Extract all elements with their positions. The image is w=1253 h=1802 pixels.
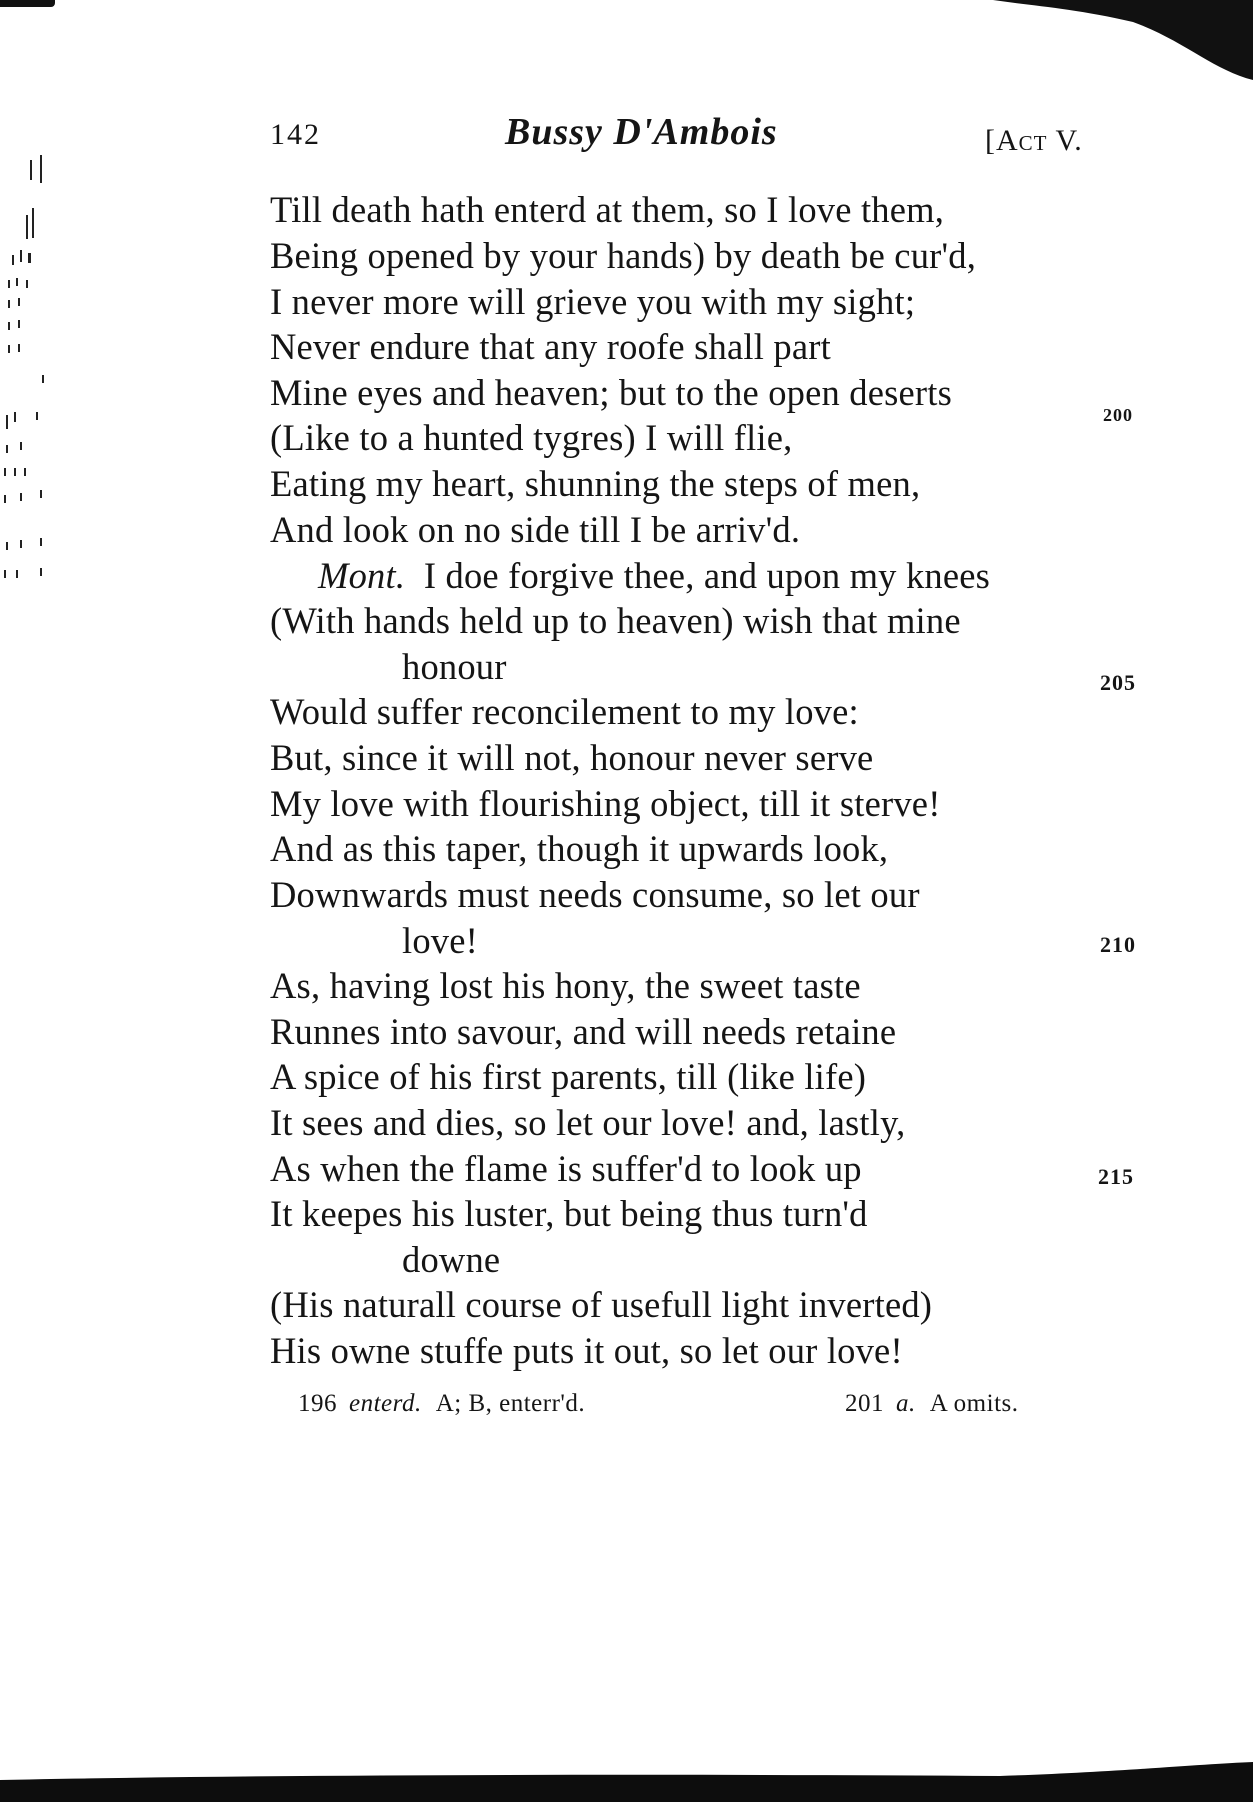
margin-bleed-marks [0, 150, 60, 670]
verse-line: (Like to a hunted tygres) I will flie, [270, 417, 793, 458]
footnote-lemma: enterd. [349, 1390, 422, 1417]
verse-line: But, since it will not, honour never serve [270, 737, 874, 778]
footnote-note: A; B, enterr'd. [435, 1390, 586, 1417]
verse-line: It sees and dies, so let our love! and, lastly, [270, 1102, 906, 1143]
scan-edge-top [0, 0, 55, 7]
verse-line: It keepes his luster, but being thus turn'd [270, 1193, 868, 1234]
verse-line: (His naturall course of usefull light inverted) [270, 1284, 933, 1325]
scan-bottom-edge [0, 1762, 1253, 1802]
verse-line: My love with flourishing object, till it sterve! [270, 783, 941, 824]
verse-line: And look on no side till I be arriv'd. [270, 509, 801, 550]
verse-line: Would suffer reconcilement to my love: [270, 691, 859, 732]
verse-line: Runnes into savour, and will needs retaine [270, 1011, 897, 1052]
verse-line: Downwards must needs consume, so let our [270, 874, 920, 915]
verse-line: As when the flame is suffer'd to look up [270, 1148, 862, 1189]
act-label: [Act V. [985, 124, 1083, 157]
line-number: 205 [1100, 670, 1136, 695]
verse-line: Eating my heart, shunning the steps of men, [270, 463, 921, 504]
verse-line: Mine eyes and heaven; but to the open deserts [270, 372, 953, 413]
verse-line: (With hands held up to heaven) wish that mine [270, 600, 961, 641]
verse-line: And as this taper, though it upwards look, [270, 828, 889, 869]
scan-corner-shadow [953, 0, 1253, 90]
page-number: 142 [270, 118, 321, 151]
speaker-text: I doe forgive thee, and upon my knees [423, 555, 991, 596]
verse-line: As, having lost his hony, the sweet taste [270, 965, 861, 1006]
footnote [298, 1390, 585, 1418]
line-number: 210 [1100, 932, 1136, 957]
verse-line: His owne stuffe puts it out, so let our love! [270, 1330, 903, 1371]
running-head [0, 112, 1253, 172]
footnote [845, 1390, 1019, 1418]
verse-line-continuation: downe [402, 1239, 501, 1280]
verse-line: Till death hath enterd at them, so I love them, [270, 189, 945, 230]
line-number: 215 [1098, 1164, 1134, 1189]
speaker-name: Mont. [318, 555, 406, 596]
verse-line-continuation: honour [402, 646, 507, 687]
running-title: Bussy D'Ambois [505, 111, 778, 153]
footnote-line-ref: 201 [845, 1390, 884, 1417]
verse-line: I never more will grieve you with my sight; [270, 281, 916, 322]
verse-line: Being opened by your hands) by death be cur'd, [270, 235, 977, 276]
footnote-note: A omits. [929, 1390, 1019, 1417]
verse-line: A spice of his first parents, till (like life) [270, 1056, 867, 1097]
footnote-lemma: a. [896, 1390, 916, 1417]
footnote-line-ref: 196 [298, 1390, 337, 1417]
verse-line speaker-line [270, 555, 991, 596]
verse-line-continuation: love! [402, 920, 478, 961]
verse-line: Never endure that any roofe shall part [270, 326, 831, 367]
line-number: 200 [1103, 405, 1133, 425]
